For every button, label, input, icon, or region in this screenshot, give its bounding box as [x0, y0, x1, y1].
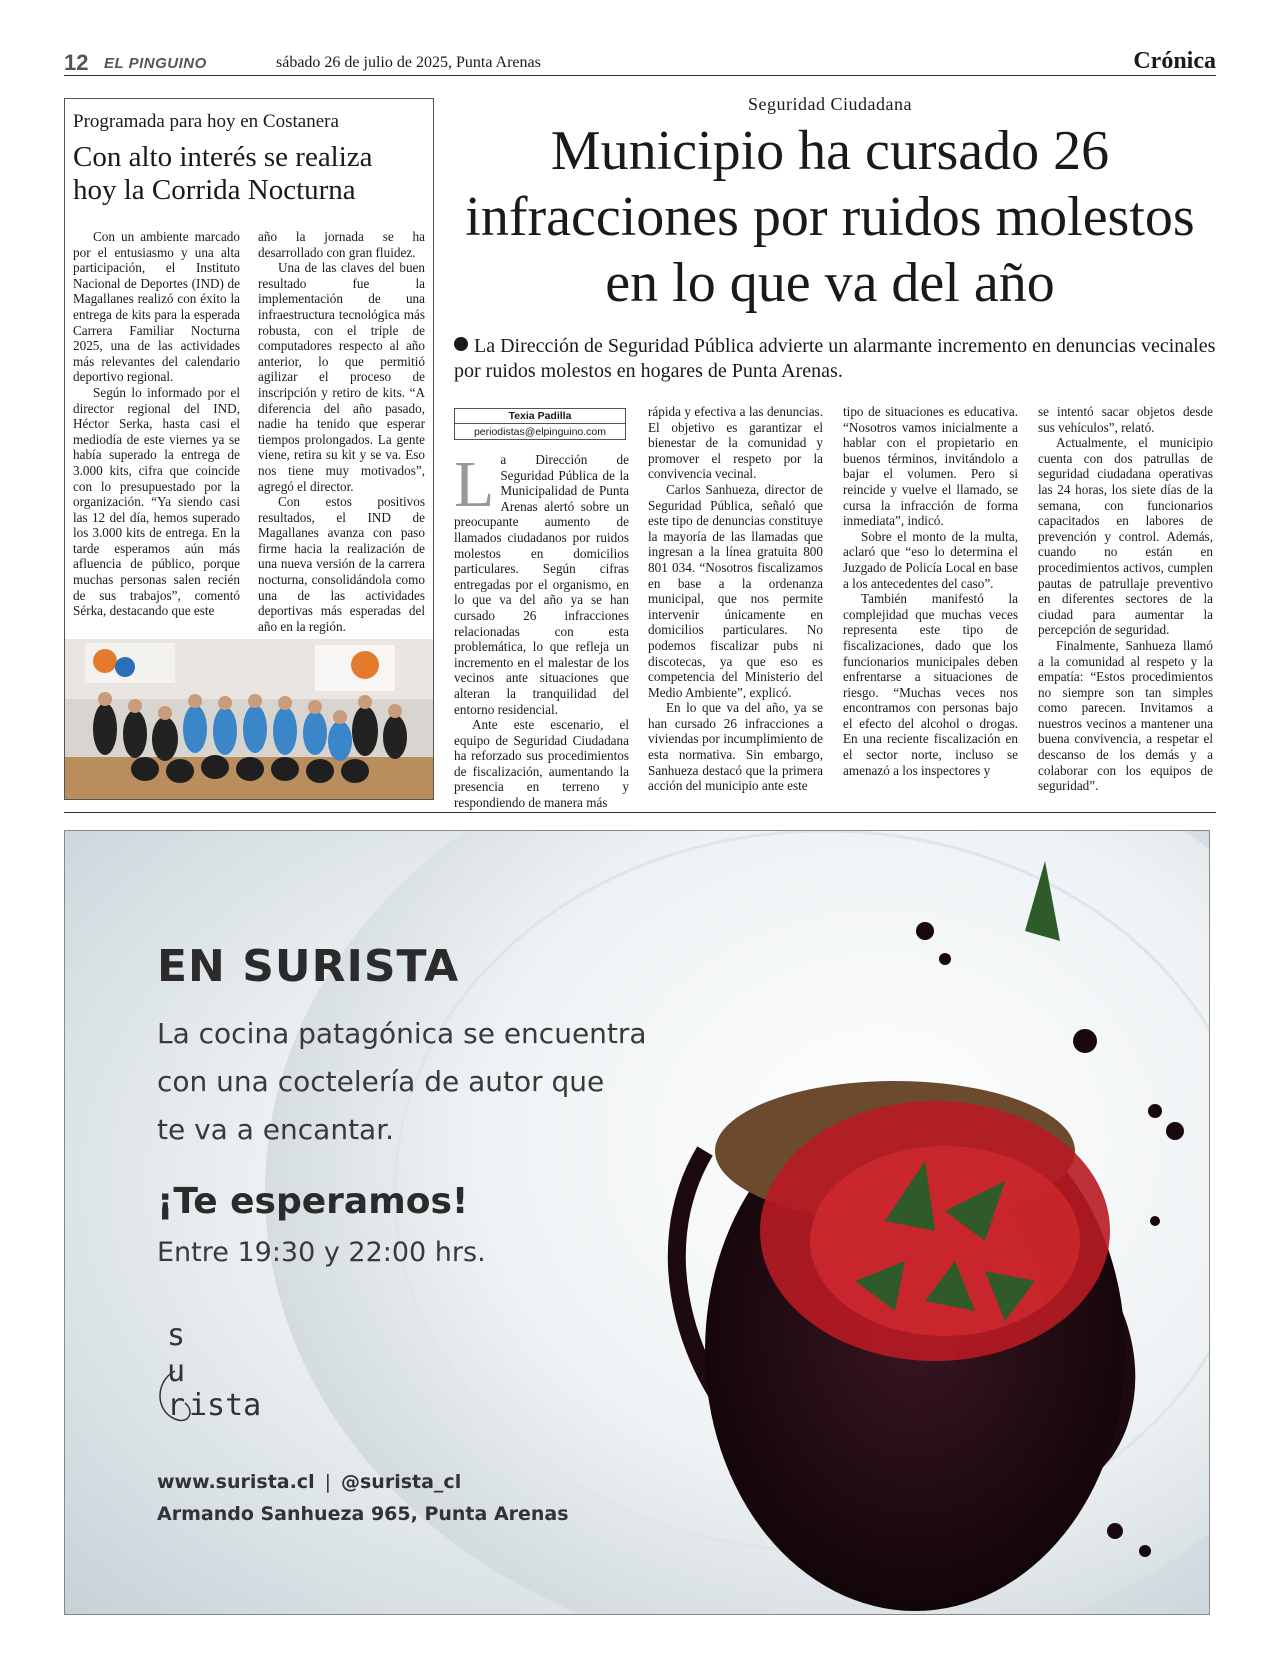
side-story-box	[64, 98, 434, 800]
article-column-4	[1038, 404, 1213, 800]
side-story-kicker: Programada para hoy en Costanera	[73, 111, 339, 132]
article-headline: Municipio ha cursado 26 infracciones por ruidos molestos en lo que va del año	[465, 120, 1195, 314]
svg-text:u: u	[167, 1354, 186, 1389]
page-number: 12	[64, 50, 89, 75]
article-column-1	[454, 448, 629, 811]
drop-cap: L	[454, 448, 495, 521]
paragraph: año la jornada se ha desarrollado con gran fluidez.	[258, 229, 425, 260]
surista-logo	[155, 1311, 295, 1441]
article-column-2	[648, 404, 823, 800]
article-column-3	[843, 404, 1018, 800]
svg-text:s: s	[167, 1318, 186, 1353]
side-story-column-2	[258, 229, 425, 634]
paragraph: tipo de situaciones es educativa. “Nosotros vamos inicialmente a hablar con el propietario en buenos términos, invitándolo a bajar el volumen. Pero si reincide y vuelve el llamado, se cursa la infracción de forma inmediata”, indicó.	[843, 404, 1018, 529]
svg-text:ista: ista	[189, 1388, 262, 1423]
article-lead-text: La Dirección de Seguridad Pública advierte un alarmante incremento en denuncias vecinales por ruidos molestos en hogares de Punta Arenas.	[454, 335, 1216, 382]
paragraph: se intentó sacar objetos desde sus vehículos”, relató.	[1038, 404, 1213, 435]
section-name: Crónica	[1133, 48, 1216, 74]
section-divider	[64, 812, 1216, 813]
svg-text:r: r	[167, 1388, 186, 1423]
ad-hours: Entre 19:30 y 22:00 hrs.	[157, 1237, 486, 1268]
ad-address: Armando Sanhueza 965, Punta Arenas	[157, 1503, 569, 1525]
side-story-body	[73, 229, 425, 634]
ad-copy-line: con una coctelería de autor que	[157, 1065, 605, 1098]
group-photo	[65, 639, 433, 799]
paragraph: rápida y efectiva a las denuncias. El objetivo es garantizar el bienestar de la comunidad y promover el respeto por la convivencia vecinal.	[648, 404, 823, 482]
page-header	[64, 48, 1216, 76]
paragraph: También manifestó la complejidad que muchas veces representa este tipo de fiscalizaciones, dado que los funcionarios municipales deben enfrentarse a situaciones de riesgo. “Muchas veces nos encontramos con personas bajo el efecto del alcohol o drogas. En una reciente fiscalización en el sector norte, incluso se amenazó a los inspectores y	[843, 591, 1018, 778]
issue-date: sábado 26 de julio de 2025, Punta Arenas	[276, 54, 541, 71]
ad-contact	[157, 1471, 461, 1493]
paragraph: Sobre el monto de la multa, aclaró que “eso lo determina el Juzgado de Policía Local en base a los antecedentes del caso”.	[843, 528, 1018, 591]
paragraph: Según lo informado por el director regional del IND, Héctor Serka, hasta casi el mediodía de este viernes ya se había superado la entrega de 3.000 kits, cifra que coincide con lo presupuestado por la organización. “Ya siendo casi las 12 del día, hemos superado los 3.000 kits de entrega. En la tarde esperamos aún más afluencia de público, porque muchas personas salen recién de sus trabajos”, comentó Sérka, destacando que este	[73, 384, 240, 619]
ad-call-to-action: ¡Te esperamos!	[157, 1181, 469, 1222]
ad-social-handle[interactable]: @surista_cl	[341, 1471, 462, 1493]
paragraph: Una de las claves del buen resultado fue la implementación de una infraestructura tecnológica más robusta, con el triple de computadores respecto al año anterior, lo que permitió agilizar el proceso de inscripción y retiro de kits. “A diferencia del año pasado, nadie ha tenido que esperar tiempos prolongados. La gente viene, retira su kit y se va. Eso nos tiene muy motivados”, agregó el director.	[258, 260, 425, 494]
paragraph: Con estos positivos resultados, el IND de Magallanes avanza con paso firme hacia la realización de una nueva versión de la carrera nocturna, consolidándola como una de las actividades deportivas más esperadas del año en la región.	[258, 494, 425, 634]
bullet-icon	[454, 337, 468, 351]
paragraph: a Dirección de Seguridad Pública de la Municipalidad de Punta Arenas alertó sobre un preocupante aumento de llamados ciudadanos por ruidos molestos en domicilios particulares. Según cifras entregadas por el organismo, en lo que va del año ya se han cursado 26 infracciones relacionadas con esta problemática, lo que refleja un incremento en el malestar de los vecinos ante situaciones que alteran la tranquilidad del entorno residencial.	[454, 452, 629, 717]
side-story-title: Con alto interés se realiza hoy la Corrida Nocturna	[73, 141, 373, 206]
byline-name: Texia Padilla	[455, 410, 625, 424]
byline-box	[454, 408, 626, 440]
ad-copy-line: La cocina patagónica se encuentra	[157, 1017, 647, 1050]
group-photo-illustration	[65, 639, 433, 799]
paragraph: Ante este escenario, el equipo de Seguridad Ciudadana ha reforzado sus procedimientos de fiscalización, aumentando la presencia en terreno y respondiendo de manera más	[454, 717, 629, 811]
ad-website[interactable]: www.surista.cl	[157, 1471, 315, 1493]
ad-title: EN SURISTA	[157, 941, 460, 992]
ad-copy-line: te va a encantar.	[157, 1113, 395, 1146]
paragraph: Con un ambiente marcado por el entusiasmo y una alta participación, el Instituto Nacional de Deportes (IND) de Magallanes realizó con éxito la entrega de kits para la esperada Carrera Familiar Nocturna 2025, una de las actividades más relevantes del calendario deportivo regional.	[73, 229, 240, 385]
separator: |	[324, 1471, 331, 1493]
side-story-column-1	[73, 229, 240, 619]
article-topic: Seguridad Ciudadana	[748, 94, 912, 114]
paragraph: Carlos Sanhueza, director de Seguridad Pública, señaló que este tipo de denuncias constituye la mayoría de las llamadas que ingresan a la línea gratuita 800 801 034. “Nosotros fiscalizamos en base a la ordenanza municipal, que nos permite intervenir únicamente en domicilios particulares. No podemos fiscalizar pubs ni discotecas, ya que eso es competencia del Ministerio del Medio Ambiente”, explicó.	[648, 481, 823, 700]
surista-advertisement	[64, 830, 1210, 1615]
article-lead	[454, 334, 1216, 384]
paragraph: En lo que va del año, ya se han cursado 26 infracciones a viviendas por incumplimiento de esta normativa. Sin embargo, Sanhueza destacó que la primera acción del municipio ante este	[648, 700, 823, 794]
paragraph: Actualmente, el municipio cuenta con dos patrullas de seguridad ciudadana operativas las 24 horas, los siete días de la semana, con funcionarios capacitados en labores de prevención y control. Además, cuando no están en procedimientos activos, cumplen pautas de patrullaje preventivo en diferentes sectores de la ciudad para aumentar la percepción de seguridad.	[1038, 435, 1213, 638]
byline-email[interactable]: periodistas@elpinguino.com	[473, 426, 607, 438]
newspaper-brand: EL PINGUINO	[104, 55, 207, 72]
paragraph: Finalmente, Sanhueza llamó a la comunidad al respeto y la empatía: “Estos procedimientos no siempre son tan simples como parecen. Invitamos a nuestros vecinos a mantener una buena convivencia, a respetar el descanso de los demás y a colaborar con los equipos de seguridad”.	[1038, 637, 1213, 794]
